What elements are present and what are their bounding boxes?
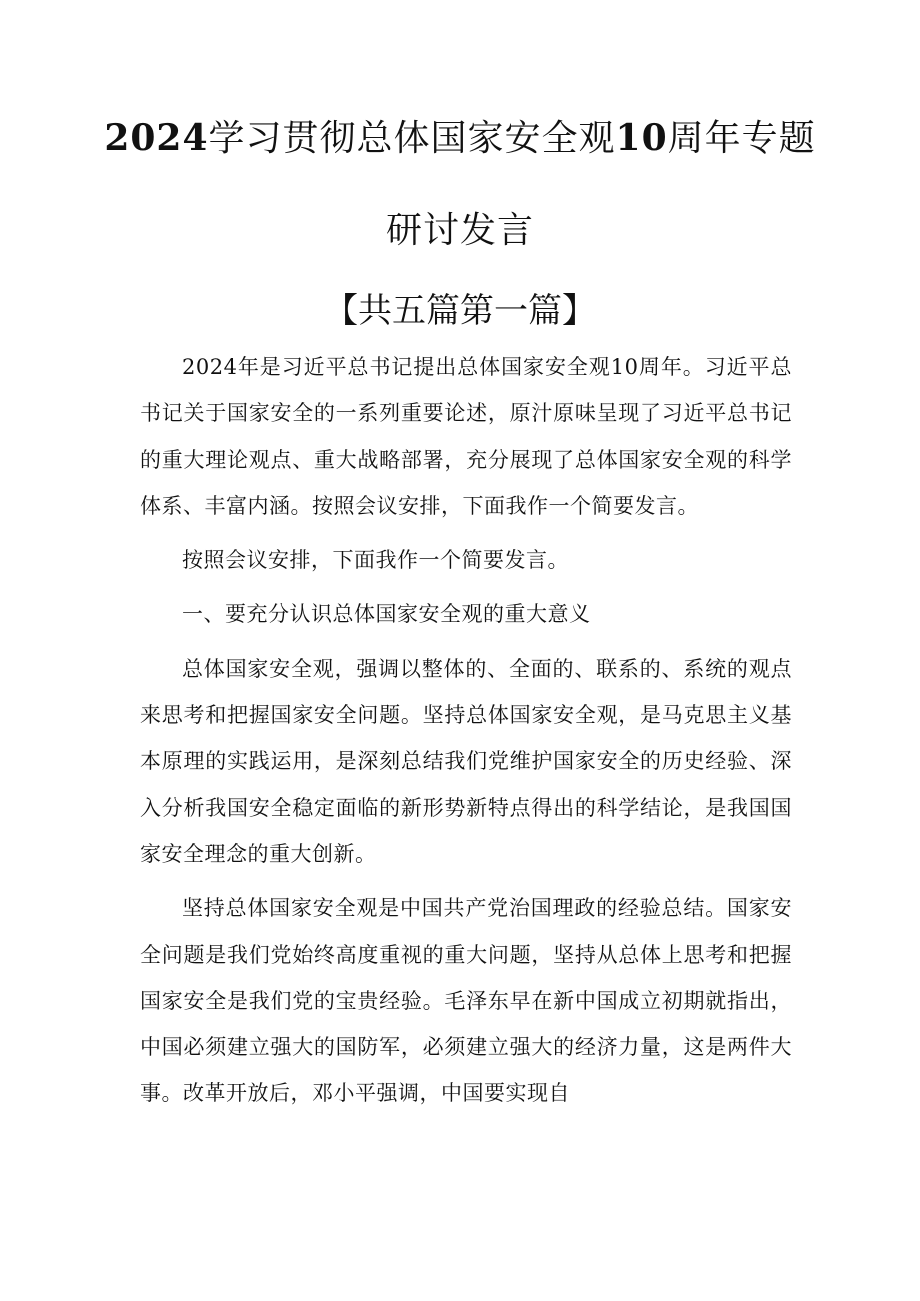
document-title-line1 bbox=[0, 110, 920, 161]
paragraph-3: 总体国家安全观，强调以整体的、全面的、联系的、系统的观点来思考和把握国家安全问题。坚持总体国家安全观，是马克思主义基本原理的实践运用，是深刻总结我们党维护国家安全的历史经验、深入分析我国安全稳定面临的新形势新特点得出的科学结论，是我国国家安全理念的重大创新。 bbox=[140, 656, 792, 866]
title-text-a: 学习贯彻总体国家安全观 bbox=[208, 118, 616, 159]
paragraph-2: 按照会议安排，下面我作一个简要发言。 bbox=[182, 548, 569, 573]
title-text-b: 周年专题 bbox=[667, 118, 816, 159]
section-heading-1: 一、要充分认识总体国家安全观的重大意义 bbox=[182, 602, 591, 627]
title-years-count: 10 bbox=[615, 117, 668, 159]
document-subtitle: 【共五篇第一篇】 bbox=[324, 291, 596, 331]
paragraph-1: 2024年是习近平总书记提出总体国家安全观10周年。习近平总书记关于国家安全的一系列重要论述，原汁原味呈现了习近平总书记的重大理论观点、重大战略部署，充分展现了总体国家安全观的科学体系、丰富内涵。按照会议安排，下面我作一个简要发言。 bbox=[140, 355, 792, 518]
document-body bbox=[140, 344, 792, 1125]
document-title-line2: 研讨发言 bbox=[385, 210, 534, 251]
paragraph-4: 坚持总体国家安全观是中国共产党治国理政的经验总结。国家安全问题是我们党始终高度重视的重大问题，坚持从总体上思考和把握国家安全是我们党的宝贵经验。毛泽东早在新中国成立初期就指出，中国必须建立强大的国防军，必须建立强大的经济力量，这是两件大事。改革开放后，邓小平强调，中国要实现自 bbox=[140, 896, 792, 1106]
title-year: 2024 bbox=[104, 117, 209, 159]
